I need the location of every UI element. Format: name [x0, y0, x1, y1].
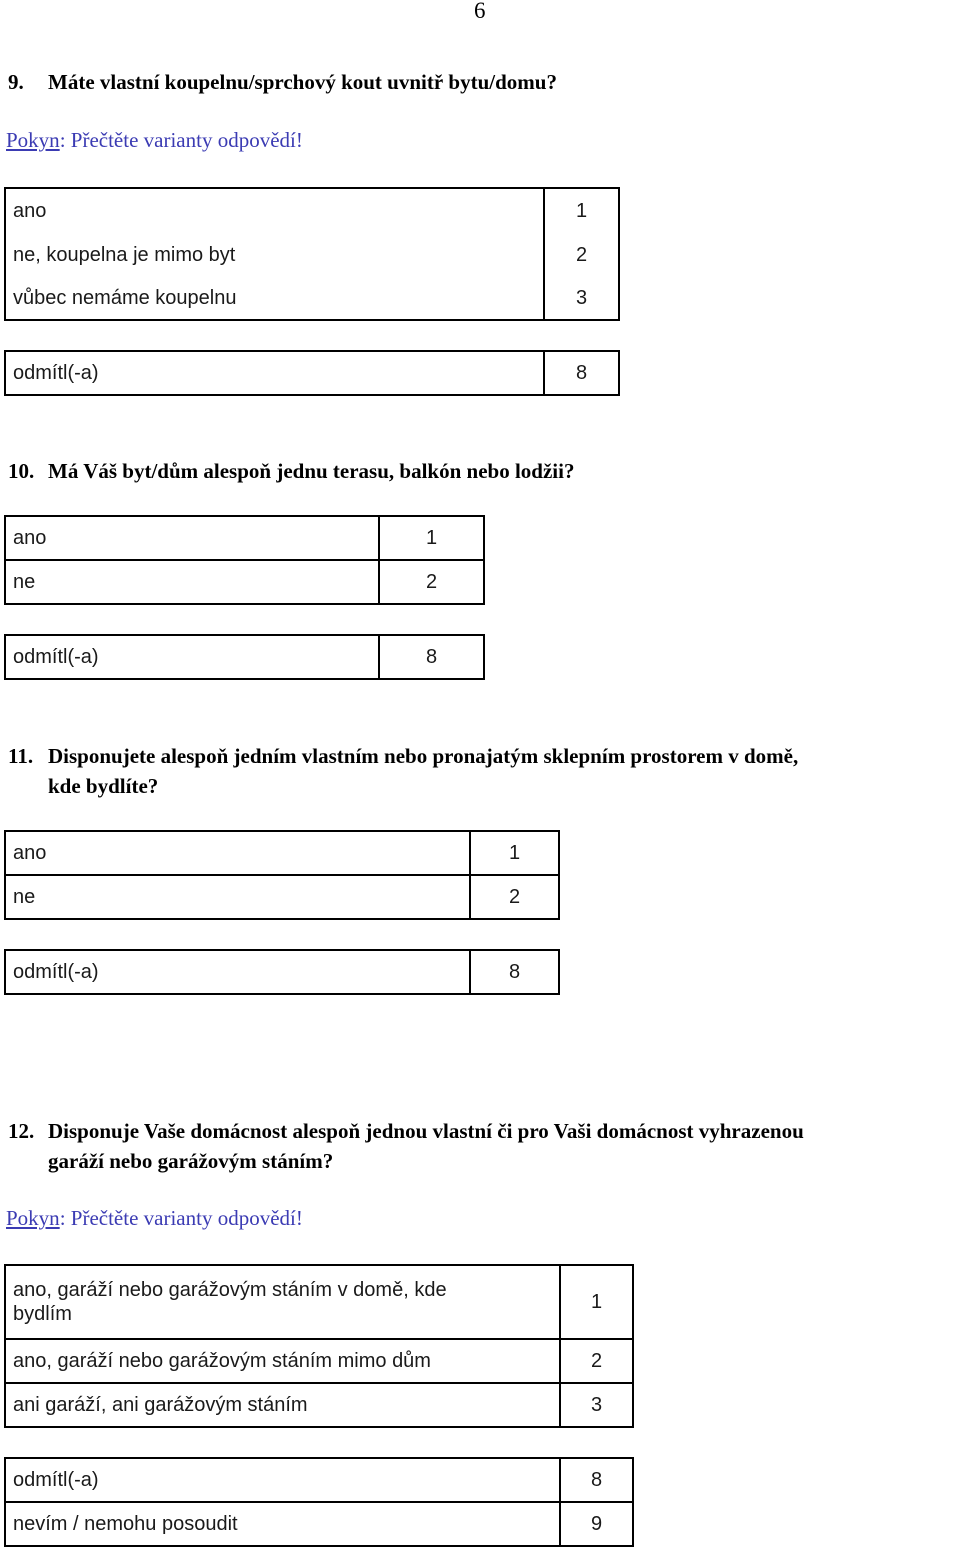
- question-text-continued: garáží nebo garážovým stáním?: [48, 1149, 334, 1173]
- question-11-title: [8, 741, 798, 801]
- option-label: [5, 1265, 560, 1339]
- option-row[interactable]: [5, 233, 619, 277]
- option-code: 1: [544, 188, 619, 233]
- special-code: 8: [560, 1458, 633, 1502]
- question-12-title: [8, 1116, 804, 1176]
- special-label: odmítl(-a): [5, 351, 544, 395]
- question-12-instruction: [6, 1206, 303, 1231]
- question-9-title: [8, 67, 557, 97]
- option-row[interactable]: [5, 516, 484, 560]
- option-row[interactable]: [5, 188, 619, 233]
- option-code: 3: [560, 1383, 633, 1427]
- option-label-line: ano, garáží nebo garážovým stáním v domě, kde: [13, 1279, 447, 1301]
- instruction-text: : Přečtěte varianty odpovědí!: [59, 128, 303, 152]
- special-code: 9: [560, 1502, 633, 1546]
- special-label: odmítl(-a): [5, 950, 470, 994]
- question-number: 10.: [8, 459, 35, 483]
- question-text: Má Váš byt/dům alespoň jednu terasu, balkón nebo lodžii?: [48, 459, 575, 483]
- special-label: nevím / nemohu posoudit: [5, 1502, 560, 1546]
- special-row[interactable]: [5, 950, 559, 994]
- special-row[interactable]: [5, 1502, 633, 1546]
- option-code: 2: [470, 875, 559, 919]
- special-row[interactable]: [5, 1458, 633, 1502]
- option-label: ne: [5, 560, 379, 604]
- option-row[interactable]: [5, 1265, 633, 1339]
- special-row[interactable]: [5, 635, 484, 679]
- question-text: Máte vlastní koupelnu/sprchový kout uvnitř bytu/domu?: [48, 70, 557, 94]
- option-label: ani garáží, ani garážovým stáním: [5, 1383, 560, 1427]
- option-row[interactable]: [5, 1383, 633, 1427]
- special-code: 8: [544, 351, 619, 395]
- instruction-label: Pokyn: [6, 1206, 60, 1230]
- option-row[interactable]: [5, 875, 559, 919]
- question-11-options: [4, 830, 560, 920]
- option-label-line: bydlím: [13, 1303, 72, 1325]
- question-text: Disponujete alespoň jedním vlastním nebo pronajatým sklepním prostorem v domě,: [48, 744, 799, 768]
- option-row[interactable]: [5, 831, 559, 875]
- option-code: 2: [379, 560, 484, 604]
- question-10-special: [4, 634, 485, 680]
- option-row[interactable]: [5, 277, 619, 320]
- special-label: odmítl(-a): [5, 635, 379, 679]
- option-label: ano: [5, 831, 470, 875]
- special-code: 8: [379, 635, 484, 679]
- option-label: ne: [5, 875, 470, 919]
- question-9-options: [4, 187, 620, 321]
- option-row[interactable]: [5, 560, 484, 604]
- option-label: ano: [5, 516, 379, 560]
- option-label: ne, koupelna je mimo byt: [5, 233, 544, 277]
- question-9-instruction: [6, 128, 303, 153]
- question-10-options: [4, 515, 485, 605]
- question-number: 12.: [8, 1119, 35, 1143]
- option-code: 3: [544, 277, 619, 320]
- question-text-continued: kde bydlíte?: [48, 774, 159, 798]
- question-9-special: [4, 350, 620, 396]
- instruction-label: Pokyn: [6, 128, 60, 152]
- question-text: Disponuje Vaše domácnost alespoň jednou vlastní či pro Vaši domácnost vyhrazenou: [48, 1119, 804, 1143]
- option-label: ano, garáží nebo garážovým stáním mimo dům: [5, 1339, 560, 1383]
- option-code: 1: [379, 516, 484, 560]
- option-code: 1: [560, 1265, 633, 1339]
- option-code: 2: [560, 1339, 633, 1383]
- question-11-special: [4, 949, 560, 995]
- option-code: 2: [544, 233, 619, 277]
- page-number: 6: [474, 0, 486, 23]
- question-number: 11.: [8, 744, 34, 768]
- option-label: vůbec nemáme koupelnu: [5, 277, 544, 320]
- special-label: odmítl(-a): [5, 1458, 560, 1502]
- instruction-text: : Přečtěte varianty odpovědí!: [59, 1206, 303, 1230]
- option-code: 1: [470, 831, 559, 875]
- special-row[interactable]: [5, 351, 619, 395]
- special-code: 8: [470, 950, 559, 994]
- question-10-title: [8, 456, 574, 486]
- question-number: 9.: [8, 70, 24, 94]
- question-12-special: [4, 1457, 634, 1547]
- option-label: ano: [5, 188, 544, 233]
- question-12-options: [4, 1264, 634, 1428]
- option-row[interactable]: [5, 1339, 633, 1383]
